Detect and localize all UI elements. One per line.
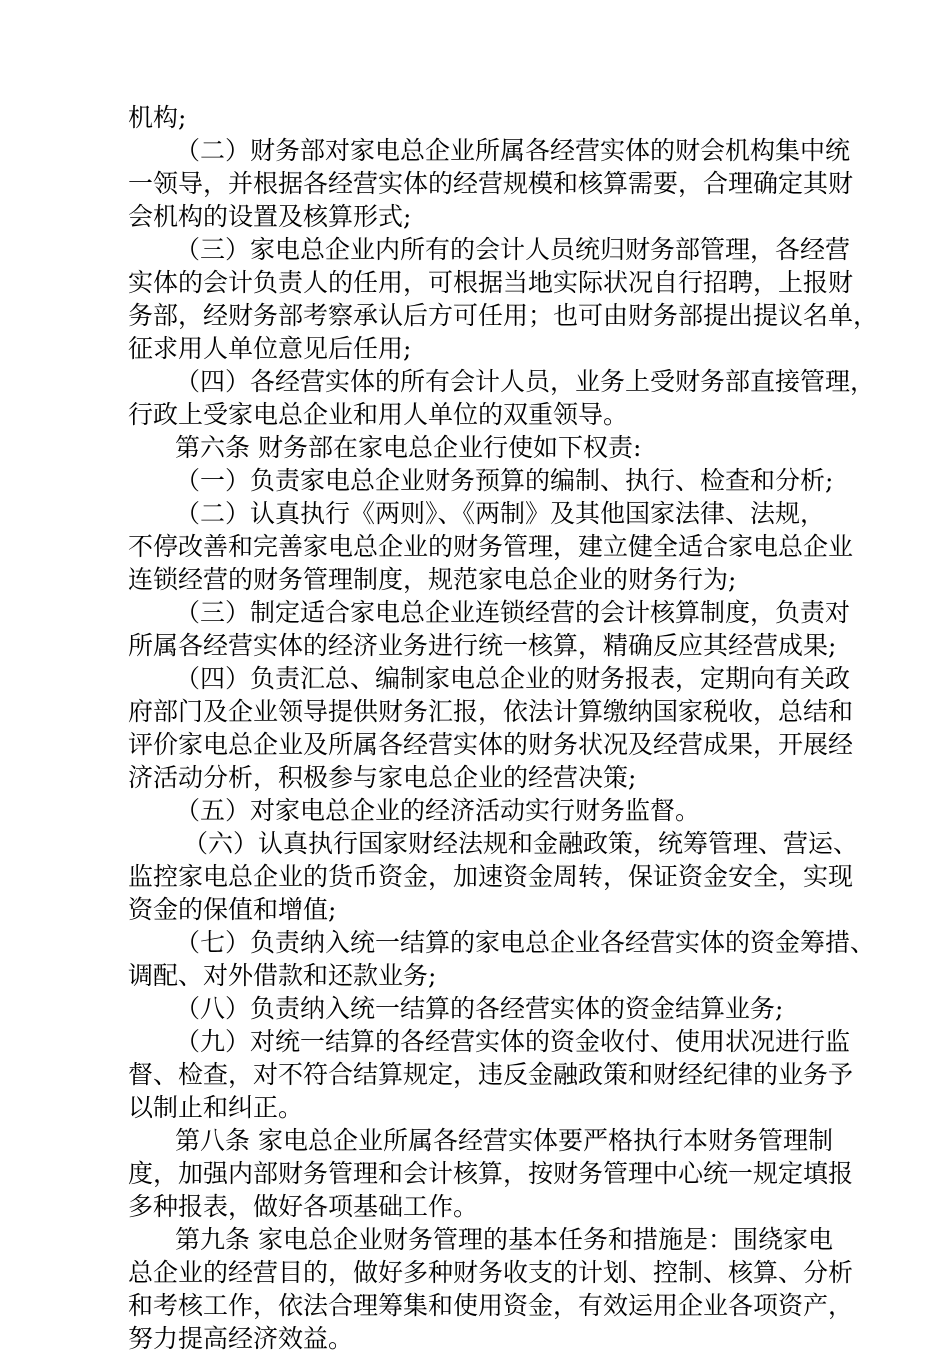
text-line: （九）对统一结算的各经营实体的资金收付、使用状况进行监 bbox=[175, 1027, 851, 1056]
text-line: 和考核工作，依法合理筹集和使用资金，有效运用企业各项资产， bbox=[128, 1291, 854, 1320]
text-line: （四）各经营实体的所有会计人员，业务上受财务部直接管理， bbox=[175, 367, 876, 396]
document-body bbox=[128, 101, 888, 1355]
text-line: 会机构的设置及核算形式; bbox=[128, 202, 412, 231]
text-line: （四）负责汇总、编制家电总企业的财务报表，定期向有关政 bbox=[175, 664, 851, 693]
text-line: （七）负责纳入统一结算的家电总企业各经营实体的资金筹措、 bbox=[175, 928, 876, 957]
text-line: 府部门及企业领导提供财务汇报，依法计算缴纳国家税收，总结和 bbox=[128, 697, 854, 726]
text-line: （三）制定适合家电总企业连锁经营的会计核算制度，负责对 bbox=[175, 598, 851, 627]
text-line: 机构; bbox=[128, 103, 187, 132]
text-line: 监控家电总企业的货币资金，加速资金周转，保证资金安全，实现 bbox=[128, 862, 854, 891]
text-line: 行政上受家电总企业和用人单位的双重领导。 bbox=[128, 400, 629, 429]
text-line: （三）家电总企业内所有的会计人员统归财务部管理，各经营 bbox=[175, 235, 851, 264]
text-line: 济活动分析，积极参与家电总企业的经营决策; bbox=[128, 763, 637, 792]
text-line: 总企业的经营目的，做好多种财务收支的计划、控制、核算、分析 bbox=[128, 1258, 854, 1287]
text-line: （五）对家电总企业的经济活动实行财务监督。 bbox=[175, 796, 701, 825]
text-line: （八）负责纳入统一结算的各经营实体的资金结算业务; bbox=[175, 994, 784, 1023]
text-line: 以制止和纠正。 bbox=[128, 1093, 304, 1122]
text-line: 督、检查，对不符合结算规定，违反金融政策和财经纪律的业务予 bbox=[128, 1060, 854, 1089]
text-line: 评价家电总企业及所属各经营实体的财务状况及经营成果，开展经 bbox=[128, 730, 854, 759]
text-line: 所属各经营实体的经济业务进行统一核算，精确反应其经营成果; bbox=[128, 631, 837, 660]
article-heading-6: 第六条 财务部在家电总企业行使如下权责: bbox=[175, 433, 642, 462]
text-line: 多种报表，做好各项基础工作。 bbox=[128, 1192, 479, 1221]
text-line: 度，加强内部财务管理和会计核算，按财务管理中心统一规定填报 bbox=[128, 1159, 854, 1188]
text-line: （二）财务部对家电总企业所属各经营实体的财会机构集中统 bbox=[175, 136, 851, 165]
text-line: 资金的保值和增值; bbox=[128, 895, 337, 924]
text-line: 调配、对外借款和还款业务; bbox=[128, 961, 437, 990]
text-line: 征求用人单位意见后任用; bbox=[128, 334, 412, 363]
text-line: 不停改善和完善家电总企业的财务管理，建立健全适合家电总企业 bbox=[128, 532, 854, 561]
text-line: 务部，经财务部考察承认后方可任用；也可由财务部提出提议名单， bbox=[128, 301, 879, 330]
text-line: 努力提高经济效益。 bbox=[128, 1324, 354, 1353]
article-heading-8: 第八条 家电总企业所属各经营实体要严格执行本财务管理制 bbox=[175, 1126, 833, 1155]
text-line: 实体的会计负责人的任用，可根据当地实际状况自行招聘，上报财 bbox=[128, 268, 854, 297]
text-line: （一）负责家电总企业财务预算的编制、执行、检查和分析; bbox=[175, 466, 834, 495]
text-line: （二）认真执行《两则》、《两制》及其他国家法律、法规， bbox=[175, 499, 826, 528]
article-heading-9: 第九条 家电总企业财务管理的基本任务和措施是：围绕家电 bbox=[175, 1225, 833, 1254]
text-line: （六）认真执行国家财经法规和金融政策，统筹管理、营运、 bbox=[183, 829, 859, 858]
text-line: 一领导，并根据各经营实体的经营规模和核算需要，合理确定其财 bbox=[128, 169, 854, 198]
text-line: 连锁经营的财务管理制度，规范家电总企业的财务行为; bbox=[128, 565, 737, 594]
